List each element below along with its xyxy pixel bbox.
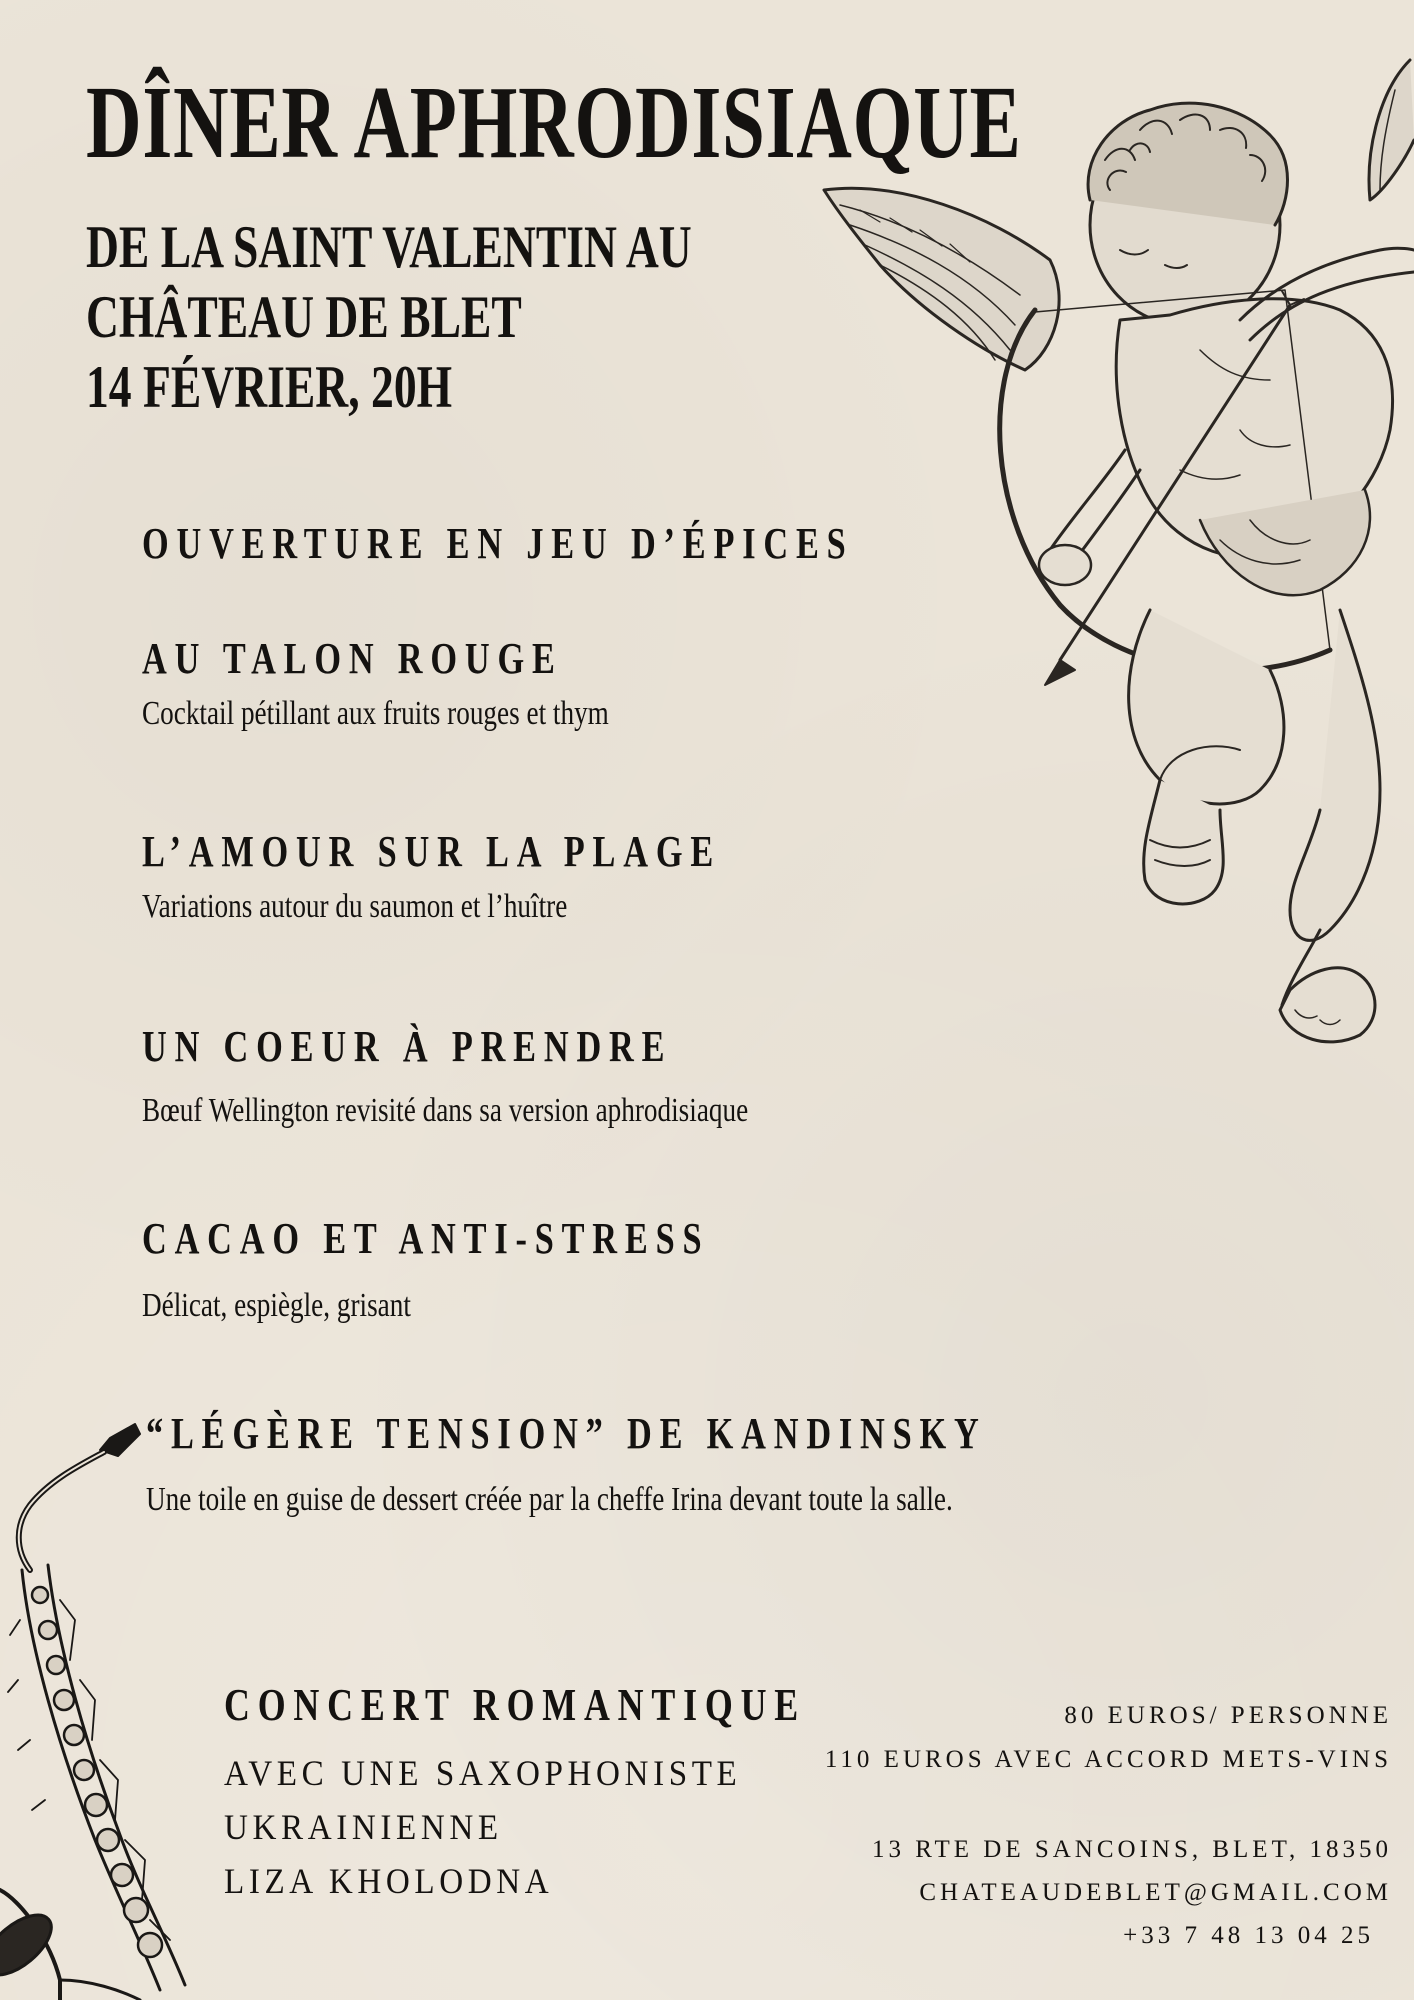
course-description: Une toile en guise de dessert créée par la cheffe Irina devant toute la salle. (146, 1481, 953, 1518)
menu-opening-heading: OUVERTURE EN JEU D’ÉPICES (142, 519, 854, 568)
price-per-person: 80 EUROS/ PERSONNE (1064, 1702, 1392, 1729)
course-name: UN COEUR À PRENDRE (142, 1022, 673, 1071)
saxophone-icon (0, 1420, 240, 2000)
course-name: L’AMOUR SUR LA PLAGE (142, 827, 722, 876)
saxophone-illustration (0, 1420, 240, 2000)
event-subtitle (86, 212, 692, 422)
course-description: Délicat, espiègle, grisant (142, 1287, 411, 1324)
musician-name: LIZA KHOLODNA (224, 1861, 554, 1901)
course-name: “LÉGÈRE TENSION” DE KANDINSKY (146, 1409, 987, 1458)
subtitle-line: CHÂTEAU DE BLET (86, 284, 522, 350)
course-name: CACAO ET ANTI-STRESS (142, 1214, 710, 1263)
concert-heading: CONCERT ROMANTIQUE (224, 1679, 807, 1730)
course-description: Cocktail pétillant aux fruits rouges et thym (142, 695, 609, 732)
email-link[interactable]: CHATEAUDEBLET@GMAIL.COM (919, 1879, 1392, 1906)
subtitle-line: DE LA SAINT VALENTIN AU (86, 214, 692, 280)
concert-line: UKRAINIENNE (224, 1807, 503, 1847)
event-date: 14 FÉVRIER, 20H (86, 354, 453, 420)
phone-number[interactable]: +33 7 48 13 04 25 (1123, 1922, 1374, 1949)
price-with-wine: 110 EUROS AVEC ACCORD METS-VINS (824, 1746, 1392, 1773)
course-name: AU TALON ROUGE (142, 634, 563, 683)
page-title: DÎNER APHRODISIAQUE (86, 65, 1022, 180)
cupid-icon (820, 50, 1414, 1060)
course-description: Bœuf Wellington revisité dans sa version aphrodisiaque (142, 1092, 749, 1129)
concert-line: AVEC UNE SAXOPHONISTE (224, 1753, 742, 1793)
course-description: Variations autour du saumon et l’huître (142, 888, 568, 925)
cupid-illustration (820, 50, 1414, 1060)
address: 13 RTE DE SANCOINS, BLET, 18350 (872, 1836, 1392, 1863)
